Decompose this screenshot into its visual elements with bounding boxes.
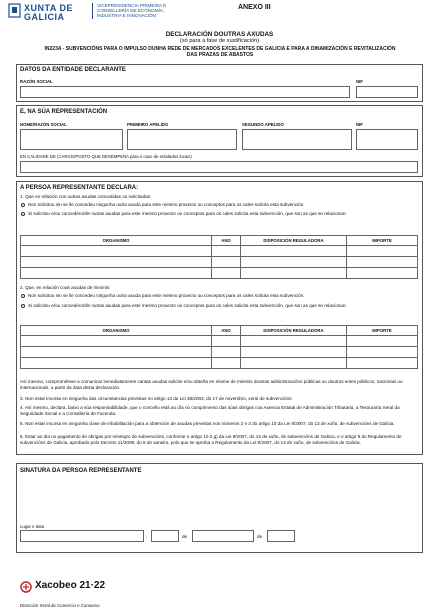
q1-yes-radio[interactable]: [21, 212, 25, 216]
table-row[interactable]: [21, 358, 418, 369]
nif-field[interactable]: [356, 86, 418, 98]
entity-section: [16, 64, 423, 102]
question-1: 1. Que en relación con outras axudas concedidas ou solicitadas:: [20, 194, 152, 199]
column-header: ANO: [212, 236, 241, 246]
xacobeo-icon: [20, 581, 32, 593]
declaration-section: [16, 181, 423, 455]
second-surname-field[interactable]: [242, 129, 352, 150]
table-row[interactable]: [21, 257, 418, 268]
logo-text: XUNTA DE GALICIA: [24, 3, 73, 22]
section-title: E, NA SÚA REPRESENTACIÓN: [20, 109, 108, 115]
column-header: ANO: [212, 326, 241, 336]
month-field[interactable]: [192, 530, 254, 542]
table-row[interactable]: [21, 347, 418, 358]
table-header-row: [21, 326, 418, 336]
first-surname-field[interactable]: [127, 129, 237, 150]
aid-table-2: [20, 325, 418, 369]
declaration-item-3: 3. Non estar incursa en ningunha das circunstancias previstas no artigo 13 da Lei 38/2003, do 17 de novembro, xeral de subvencións.: [20, 396, 293, 401]
q1-no-label: Non solicitou nin se lle concedeu ningunha outra axuda para este mesmo proxecto ou conceptos para os cales solicita esta subvención.: [28, 201, 305, 207]
question-2: 2. Que, en relación coas axudas de minimis:: [20, 285, 111, 290]
declaration-item-6: 6. Estar ao día no pagamento de obrigas por reintegro de subvencións, conforme o artigo 10.2.g) da Lei 9/2007, do 13 de xuño, de subvencións de Galicia, e o artigo 9 do Regulamento de subvencións de Galicia, aprobado polo Decreto 11/2009, do 8 de xaneiro, polo que se aproba o Regulamento da Lei 9/2007, do 13 de xuño, de subvencións de Galicia.: [20, 434, 402, 445]
signature-section: [16, 463, 423, 553]
place-field[interactable]: [20, 530, 144, 542]
rep-name-field[interactable]: [20, 129, 123, 150]
column-header: ORGANISMO: [21, 326, 212, 336]
representative-section: [16, 105, 423, 177]
table-row[interactable]: [21, 246, 418, 257]
table-header-row: [21, 236, 418, 246]
procedure-description: IN223A - SUBVENCIÓNS PARA O IMPULSO DUNHA REDE DE MERCADOS EXCELENTES DE GALICIA E PARA A DINAMIZACIÓN E REVITALIZACIÓN DAS PRAZAS DE ABASTOS: [44, 46, 396, 58]
rep-nif-label: NIF: [356, 122, 363, 127]
role-field[interactable]: [20, 161, 418, 173]
table-row[interactable]: [21, 268, 418, 279]
first-surname-label: PRIMEIRO APELIDO: [127, 122, 169, 127]
place-date-label: Lugar e data: [20, 524, 45, 529]
declaration-item-5: 5. Non estar incursa en ningunha clase de inhabilitación para a obtención de axudas previstas nos números 2 e 3 do artigo 10 da Lei 9/2007, do 13 de xuño, de subvencións de Galicia.: [20, 421, 395, 426]
column-header: IMPORTE: [347, 236, 418, 246]
commitment-paragraph: Así mesmo, comprométese a comunicar inmediatamente cantas axudas solicite e/ou obteña en réxime de minimis doutras administracións públicas ou doutros entes públicos, nacionais ou internacionais, a partir da data desta declaración.: [20, 379, 403, 390]
annex-label: ANEXO III: [238, 4, 271, 11]
aid-table-1: [20, 235, 418, 279]
rep-name-label: NOME/RAZÓN SOCIAL: [20, 122, 67, 127]
xacobeo-text: Xacobeo 21·22: [35, 580, 106, 591]
year-field[interactable]: [267, 530, 295, 542]
rep-nif-field[interactable]: [356, 129, 418, 150]
q2-no-label: Non solicitou nin se lle concedeu ningunha outra axuda para este mesmo proxecto ou conceptos para os cales solicita esta subvención.: [28, 292, 305, 298]
section-title: A PERSOA REPRESENTANTE DECLARA:: [20, 185, 139, 191]
document-title: DECLARACIÓN DOUTRAS AXUDAS: [165, 31, 274, 38]
de-separator: de: [182, 534, 188, 539]
day-field[interactable]: [151, 530, 179, 542]
q2-yes-label: Si solicitou e/ou concedéronlle outras axudas para este mesmo proxecto ou conceptos para os cales solicita esta subvención, que son as que se relacionan:: [28, 302, 347, 308]
xunta-logo: [8, 2, 88, 22]
table-row[interactable]: [21, 336, 418, 347]
q2-no-radio[interactable]: [21, 294, 25, 298]
column-header: IMPORTE: [347, 326, 418, 336]
nif-label: NIF: [356, 79, 363, 84]
footer-department: Dirección Xeral de Comercio e Consumo: [20, 603, 100, 608]
second-surname-label: SEGUNDO APELIDO: [242, 122, 284, 127]
name-label: RAZÓN SOCIAL: [20, 79, 53, 84]
department-name: VICEPRESIDENCIA PRIMEIRA E CONSELLERÍA DE ECONOMÍA, INDUSTRIA E INNOVACIÓN: [92, 3, 207, 19]
declaration-item-4: 4. Así mesmo, declara, baixo a súa responsabilidade, que o concello está ao día no cumprimento das súas obrigas coa Axencia Estatal de Administración Tributaria, a Tesouraría Xeral da Seguridade Social e a Consellería de Facenda.: [20, 405, 400, 416]
shield-icon: [8, 3, 22, 19]
document-subtitle: (só para a fase de xustificación): [180, 38, 259, 44]
q2-yes-radio[interactable]: [21, 304, 25, 308]
role-label: EN CALIDADE DE (CARGO/POSTO QUE DESEMPEÑA para o caso de entidades locais): [20, 154, 192, 159]
section-title: SINATURA DA PERSOA REPRESENTANTE: [20, 468, 142, 474]
column-header: ORGANISMO: [21, 236, 212, 246]
column-header: DISPOSICIÓN REGULADORA: [241, 326, 347, 336]
company-name-field[interactable]: [20, 86, 350, 98]
de-separator: de: [257, 534, 263, 539]
column-header: DISPOSICIÓN REGULADORA: [241, 236, 347, 246]
q1-no-radio[interactable]: [21, 203, 25, 207]
q1-yes-label: Si solicitou e/ou concedéronlle outras axudas para este mesmo proxecto ou conceptos para os cales solicita esta subvención, que son as que se relacionan:: [28, 210, 347, 216]
comma-separator: ,: [146, 534, 148, 539]
xacobeo-logo: [20, 580, 105, 591]
section-title: DATOS DA ENTIDADE DECLARANTE: [20, 67, 126, 73]
